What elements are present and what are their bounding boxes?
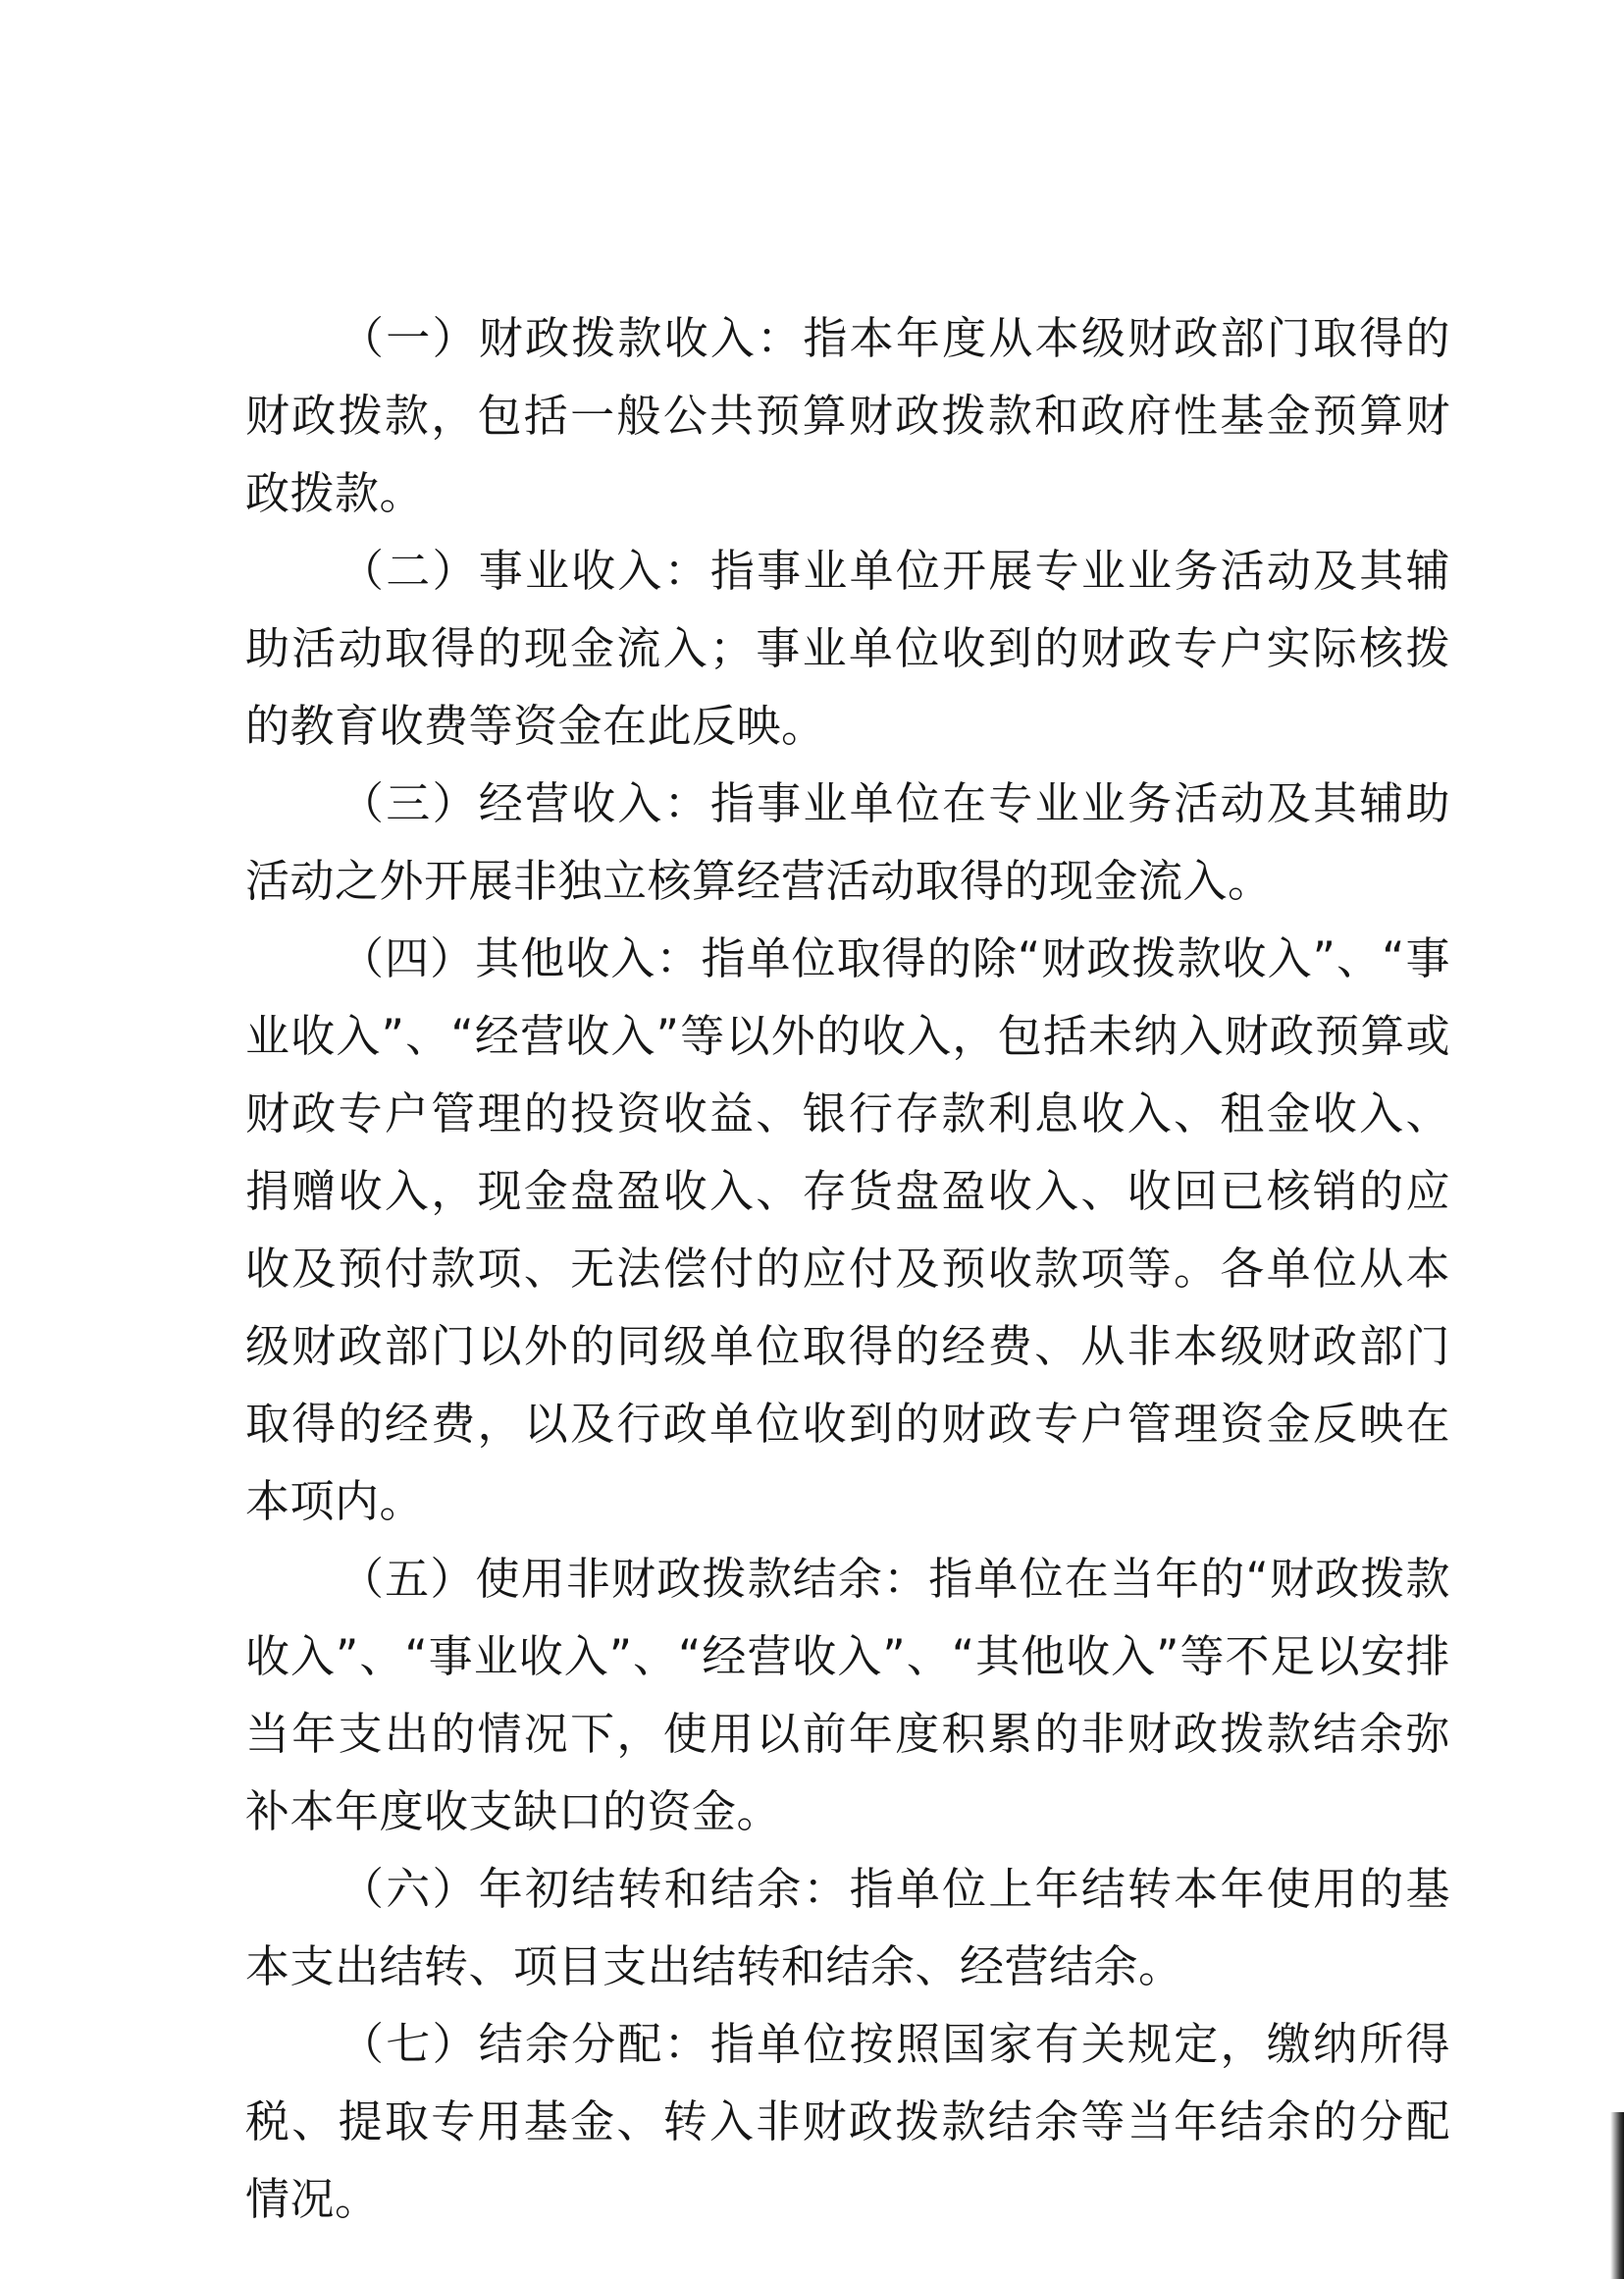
- scan-edge-shadow: [1610, 2112, 1624, 2279]
- paragraph-6: （六）年初结转和结余：指单位上年结转本年使用的基本支出结转、项目支出结转和结余、经营结余。: [245, 1863, 1450, 1992]
- document-body: [245, 299, 1450, 2238]
- paragraph-3: （三）经营收入：指事业单位在专业业务活动及其辅助活动之外开展非独立核算经营活动取得的现金流入。: [245, 777, 1450, 907]
- paragraph-2: （二）事业收入：指事业单位开展专业业务活动及其辅助活动取得的现金流入；事业单位收到的财政专户实际核拨的教育收费等资金在此反映。: [245, 545, 1450, 752]
- paragraph-4: （四）其他收入：指单位取得的除“财政拨款收入”、“事业收入”、“经营收入”等以外的收入，包括未纳入财政预算或财政专户管理的投资收益、银行存款利息收入、租金收入、捐赠收入，现金盘盈收入、存货盘盈收入、收回已核销的应收及预付款项、无法偿付的应付及预收款项等。各单位从本级财政部门以外的同级单位取得的经费、从非本级财政部门取得的经费，以及行政单位收到的财政专户管理资金反映在本项内。: [245, 932, 1450, 1527]
- paragraph-7: （七）结余分配：指单位按照国家有关规定，缴纳所得税、提取专用基金、转入非财政拨款结余等当年结余的分配情况。: [245, 2018, 1450, 2225]
- paragraph-1: （一）财政拨款收入：指本年度从本级财政部门取得的财政拨款，包括一般公共预算财政拨款和政府性基金预算财政拨款。: [245, 312, 1450, 519]
- paragraph-5: （五）使用非财政拨款结余：指单位在当年的“财政拨款收入”、“事业收入”、“经营收入”、“其他收入”等不足以安排当年支出的情况下，使用以前年度积累的非财政拨款结余弥补本年度收支缺口的资金。: [245, 1553, 1450, 1837]
